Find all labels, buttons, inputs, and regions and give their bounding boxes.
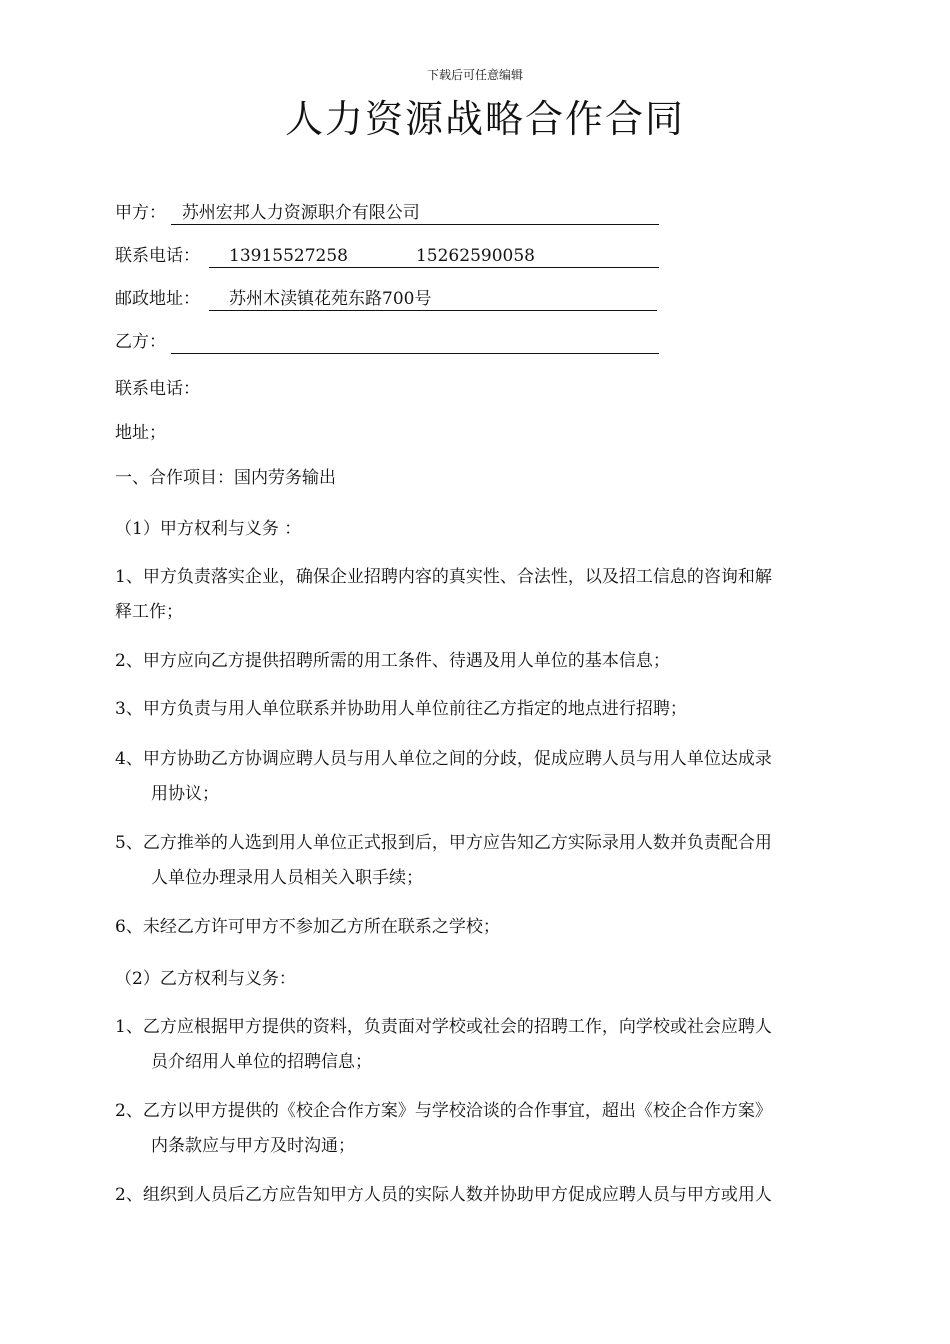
list-item-line: 员介绍用人单位的招聘信息； xyxy=(151,1052,372,1072)
list-item xyxy=(115,910,865,945)
party-b-row xyxy=(115,330,166,354)
party-a-duties-heading-row xyxy=(115,517,301,541)
party-a-row xyxy=(115,201,420,225)
list-item-line: 5、乙方推举的人选到用人单位正式报到后，甲方应告知乙方实际录用人数并负责配合用 xyxy=(115,833,772,853)
list-item-line: 1、甲方负责落实企业，确保企业招聘内容的真实性、合法性，以及招工信息的咨询和解 xyxy=(115,567,772,587)
list-item xyxy=(115,644,865,679)
party-a-phone-label: 联系电话： xyxy=(115,246,200,266)
section-heading xyxy=(115,466,336,490)
party-b-phone-row xyxy=(115,377,200,401)
list-item-line: 6、未经乙方许可甲方不参加乙方所在联系之学校； xyxy=(115,917,500,937)
list-item-line: 1、乙方应根据甲方提供的资料，负责面对学校或社会的招聘工作，向学校或社会应聘人 xyxy=(115,1017,772,1037)
party-a-address-value: 苏州木渎镇花苑东路700号 xyxy=(229,289,432,309)
party-a-field xyxy=(171,201,659,225)
list-item xyxy=(115,1010,865,1080)
party-b-duties-heading-row xyxy=(115,967,296,991)
list-item xyxy=(115,560,865,630)
party-b-address-label: 地址； xyxy=(115,423,166,443)
list-item-line: 3、甲方负责与用人单位联系并协助用人单位前往乙方指定的地点进行招聘； xyxy=(115,699,687,719)
list-item xyxy=(115,1178,865,1213)
party-a-phone-2: 15262590058 xyxy=(415,246,535,266)
list-item xyxy=(115,742,865,812)
list-item-line: 2、组织到人员后乙方应告知甲方人员的实际人数并协助甲方促成应聘人员与甲方或用人 xyxy=(115,1185,772,1205)
party-a-phone-row xyxy=(115,244,535,268)
party-b-phone-label: 联系电话： xyxy=(115,379,200,399)
contract-title: 人力资源战略合作合同 xyxy=(284,97,685,141)
list-item xyxy=(115,1094,865,1164)
party-b-duties-heading: （2）乙方权利与义务： xyxy=(115,969,296,989)
list-item-line: 2、乙方以甲方提供的《校企合作方案》与学校洽谈的合作事宜，超出《校企合作方案》 xyxy=(115,1101,772,1121)
party-a-address-label: 邮政地址： xyxy=(115,289,200,309)
list-item-line: 4、甲方协助乙方协调应聘人员与用人单位之间的分歧，促成应聘人员与用人单位达成录 xyxy=(115,749,772,769)
party-a-label: 甲方： xyxy=(115,203,166,223)
party-a-phone-field xyxy=(209,244,659,268)
party-a-phone-1: 13915527258 xyxy=(229,246,348,266)
party-a-value: 苏州宏邦人力资源职介有限公司 xyxy=(181,203,420,223)
party-b-label: 乙方： xyxy=(115,332,166,352)
party-a-address-row xyxy=(115,287,432,311)
list-item xyxy=(115,692,865,727)
party-a-duties-heading: （1）甲方权利与义务 ： xyxy=(115,519,302,539)
list-item-line: 内条款应与甲方及时沟通； xyxy=(151,1136,355,1156)
list-item-line: 2、甲方应向乙方提供招聘所需的用工条件、待遇及用人单位的基本信息； xyxy=(115,651,670,671)
list-item-line: 释工作； xyxy=(115,602,183,622)
cooperation-item-heading: 一、合作项目：国内劳务输出 xyxy=(115,468,336,488)
download-note: 下载后可任意编辑 xyxy=(426,68,523,82)
list-item-line: 人单位办理录用人员相关入职手续； xyxy=(151,868,423,888)
party-b-address-row xyxy=(115,421,166,445)
list-item-line: 用协议； xyxy=(151,784,219,804)
list-item xyxy=(115,826,865,896)
party-b-field xyxy=(171,330,659,354)
party-a-address-field xyxy=(209,287,657,311)
